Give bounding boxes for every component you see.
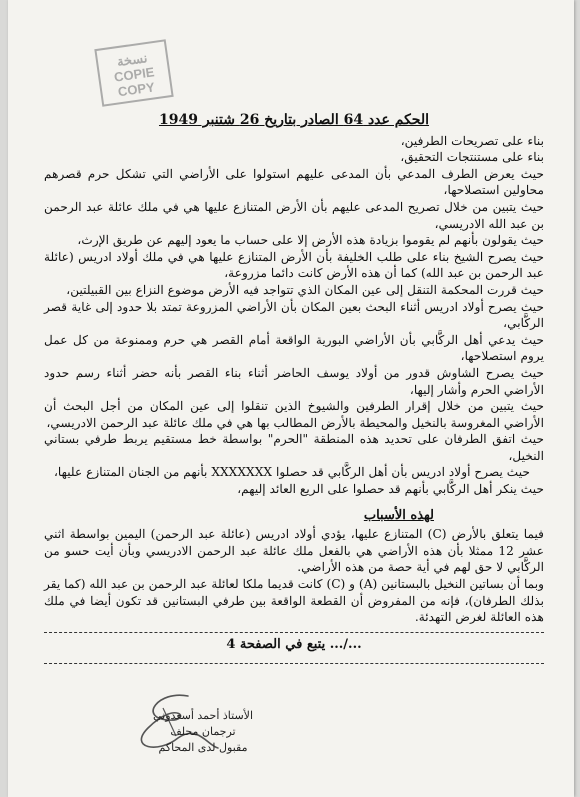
paragraph: حيث يتبين من خلال إقرار الطرفين والشيوخ الذين تنقلوا إلى عين المكان من أجل البحث أن الأراضي المغروسة بالنخيل والمحيطة بالأرض المطالب بها هي في ملك عائلة عبد الرحمن الادريسي، — [44, 399, 544, 430]
signature-line: مقبول لدى المحاكم — [158, 741, 248, 754]
paragraph: حيث يصرح أولاد ادريس بأن أهل الركَّابي قد حصلوا XXXXXXX بأنهم من الجنان المتنازع عليها، — [53, 465, 530, 480]
paragraph: حيث اتفق الطرفان على تحديد هذه المنطقة "الحرم" بواسطة خط مستقيم يربط طرفي بستاني النخيل، — [44, 432, 544, 463]
document-body — [44, 112, 544, 664]
intro-line: بناء على تصريحات الطرفين، — [400, 133, 544, 148]
paragraph: حيث قررت المحكمة التنقل إلى عين المكان الذي تتواجد فيه الأرض موضوع النزاع بين القبيلتين، — [66, 282, 544, 297]
document-title: الحكم عدد 64 الصادر بتاريخ 26 شتنبر 1949 — [158, 112, 430, 128]
paragraph: حيث يصرح الشاوش قدور من أولاد يوسف الحاضر أثناء بناء القصر بأنه حضر أثناء رسم حدود الأراضي الحرم وأشار إليها، — [44, 365, 544, 397]
continued-note: .../... يتبع في الصفحة 4 — [226, 636, 362, 652]
paragraph: حيث يصرح الشيخ بناء على طلب الخليفة بأن الأرض المتنازع عليها هي في ملك أولاد ادريس (عائلة عبد الرحمن بن عبد الله) كما أن هذه الأرض كانت دائما مزروعة، — [44, 249, 544, 281]
reason-paragraph: فيما يتعلق بالأرض (C) المتنازع عليها، يؤدي أولاد ادريس (عائلة عبد الرحمن) اليمين بواسطة اثني عشر 12 ممثلا بأن هذه الأراضي هي بالفعل ملك عائلة عبد الرحمن الادريسي وبأن أيت حسو من الركَّابي لا حق لهم في أية حصة من هذه الأراضي. — [44, 527, 544, 575]
reason-paragraph: وبما أن بساتين النخيل بالبستانين (A) و (C) كانت قديما ملكا لعائلة عبد الرحمن بن عبد الله (كما يقر بذلك الطرفان)، فإنه من المفروض أن القطعة الواقعة بين طرفي البستانين قد تكون أيضا في ملك هذه العائلة لغرض التهدئة. — [44, 577, 544, 625]
document-page — [8, 0, 574, 797]
translator-signature — [128, 708, 278, 756]
paragraph: حيث يعرض الطرف المدعي بأن المدعى عليهم استولوا على الأراضي التي تشكل حرم قصرهم محاولين استصلاحها، — [44, 166, 544, 198]
paragraph: حيث يقولون بأنهم لم يقوموا بزيادة هذه الأرض إلا على حساب ما يعود إليهم عن طريق الإرث، — [77, 233, 544, 248]
paragraph: حيث يصرح أولاد ادريس أثناء البحث بعين المكان بأن الأراضي المزروعة تمتد بلا حدود إلى غاية قصر الركَّابي، — [44, 299, 544, 331]
paragraph: حيث يدعي أهل الركَّابي بأن الأراضي البورية الواقعة أمام القصر هي حرم وممنوعة من كل عمل يروم استصلاحها، — [44, 332, 544, 364]
stamp-line: COPIE — [113, 64, 156, 85]
paragraph: حيث ينكر أهل الركَّابي بأنهم قد حصلوا على الريع العائد إليهم، — [237, 482, 544, 497]
intro-line: بناء على مستنتجات التحقيق، — [400, 150, 544, 165]
reasons-heading: لهذه الأسباب — [363, 507, 434, 523]
copy-stamp — [94, 39, 173, 106]
signature-line: الأستاذ أحمد أسعدوني — [153, 709, 253, 722]
dashed-divider — [44, 632, 544, 633]
paragraph: حيث يتبين من خلال تصريح المدعى عليهم بأن الأرض المتنازع عليها هي في ملك عائلة عبد الرحمن بن عبد الله الادريسي، — [44, 199, 544, 231]
dashed-divider — [44, 663, 544, 664]
stamp-line: نسخة — [115, 50, 149, 70]
signature-line: ترجمان محلف — [170, 725, 236, 738]
stamp-line: COPY — [117, 79, 156, 100]
